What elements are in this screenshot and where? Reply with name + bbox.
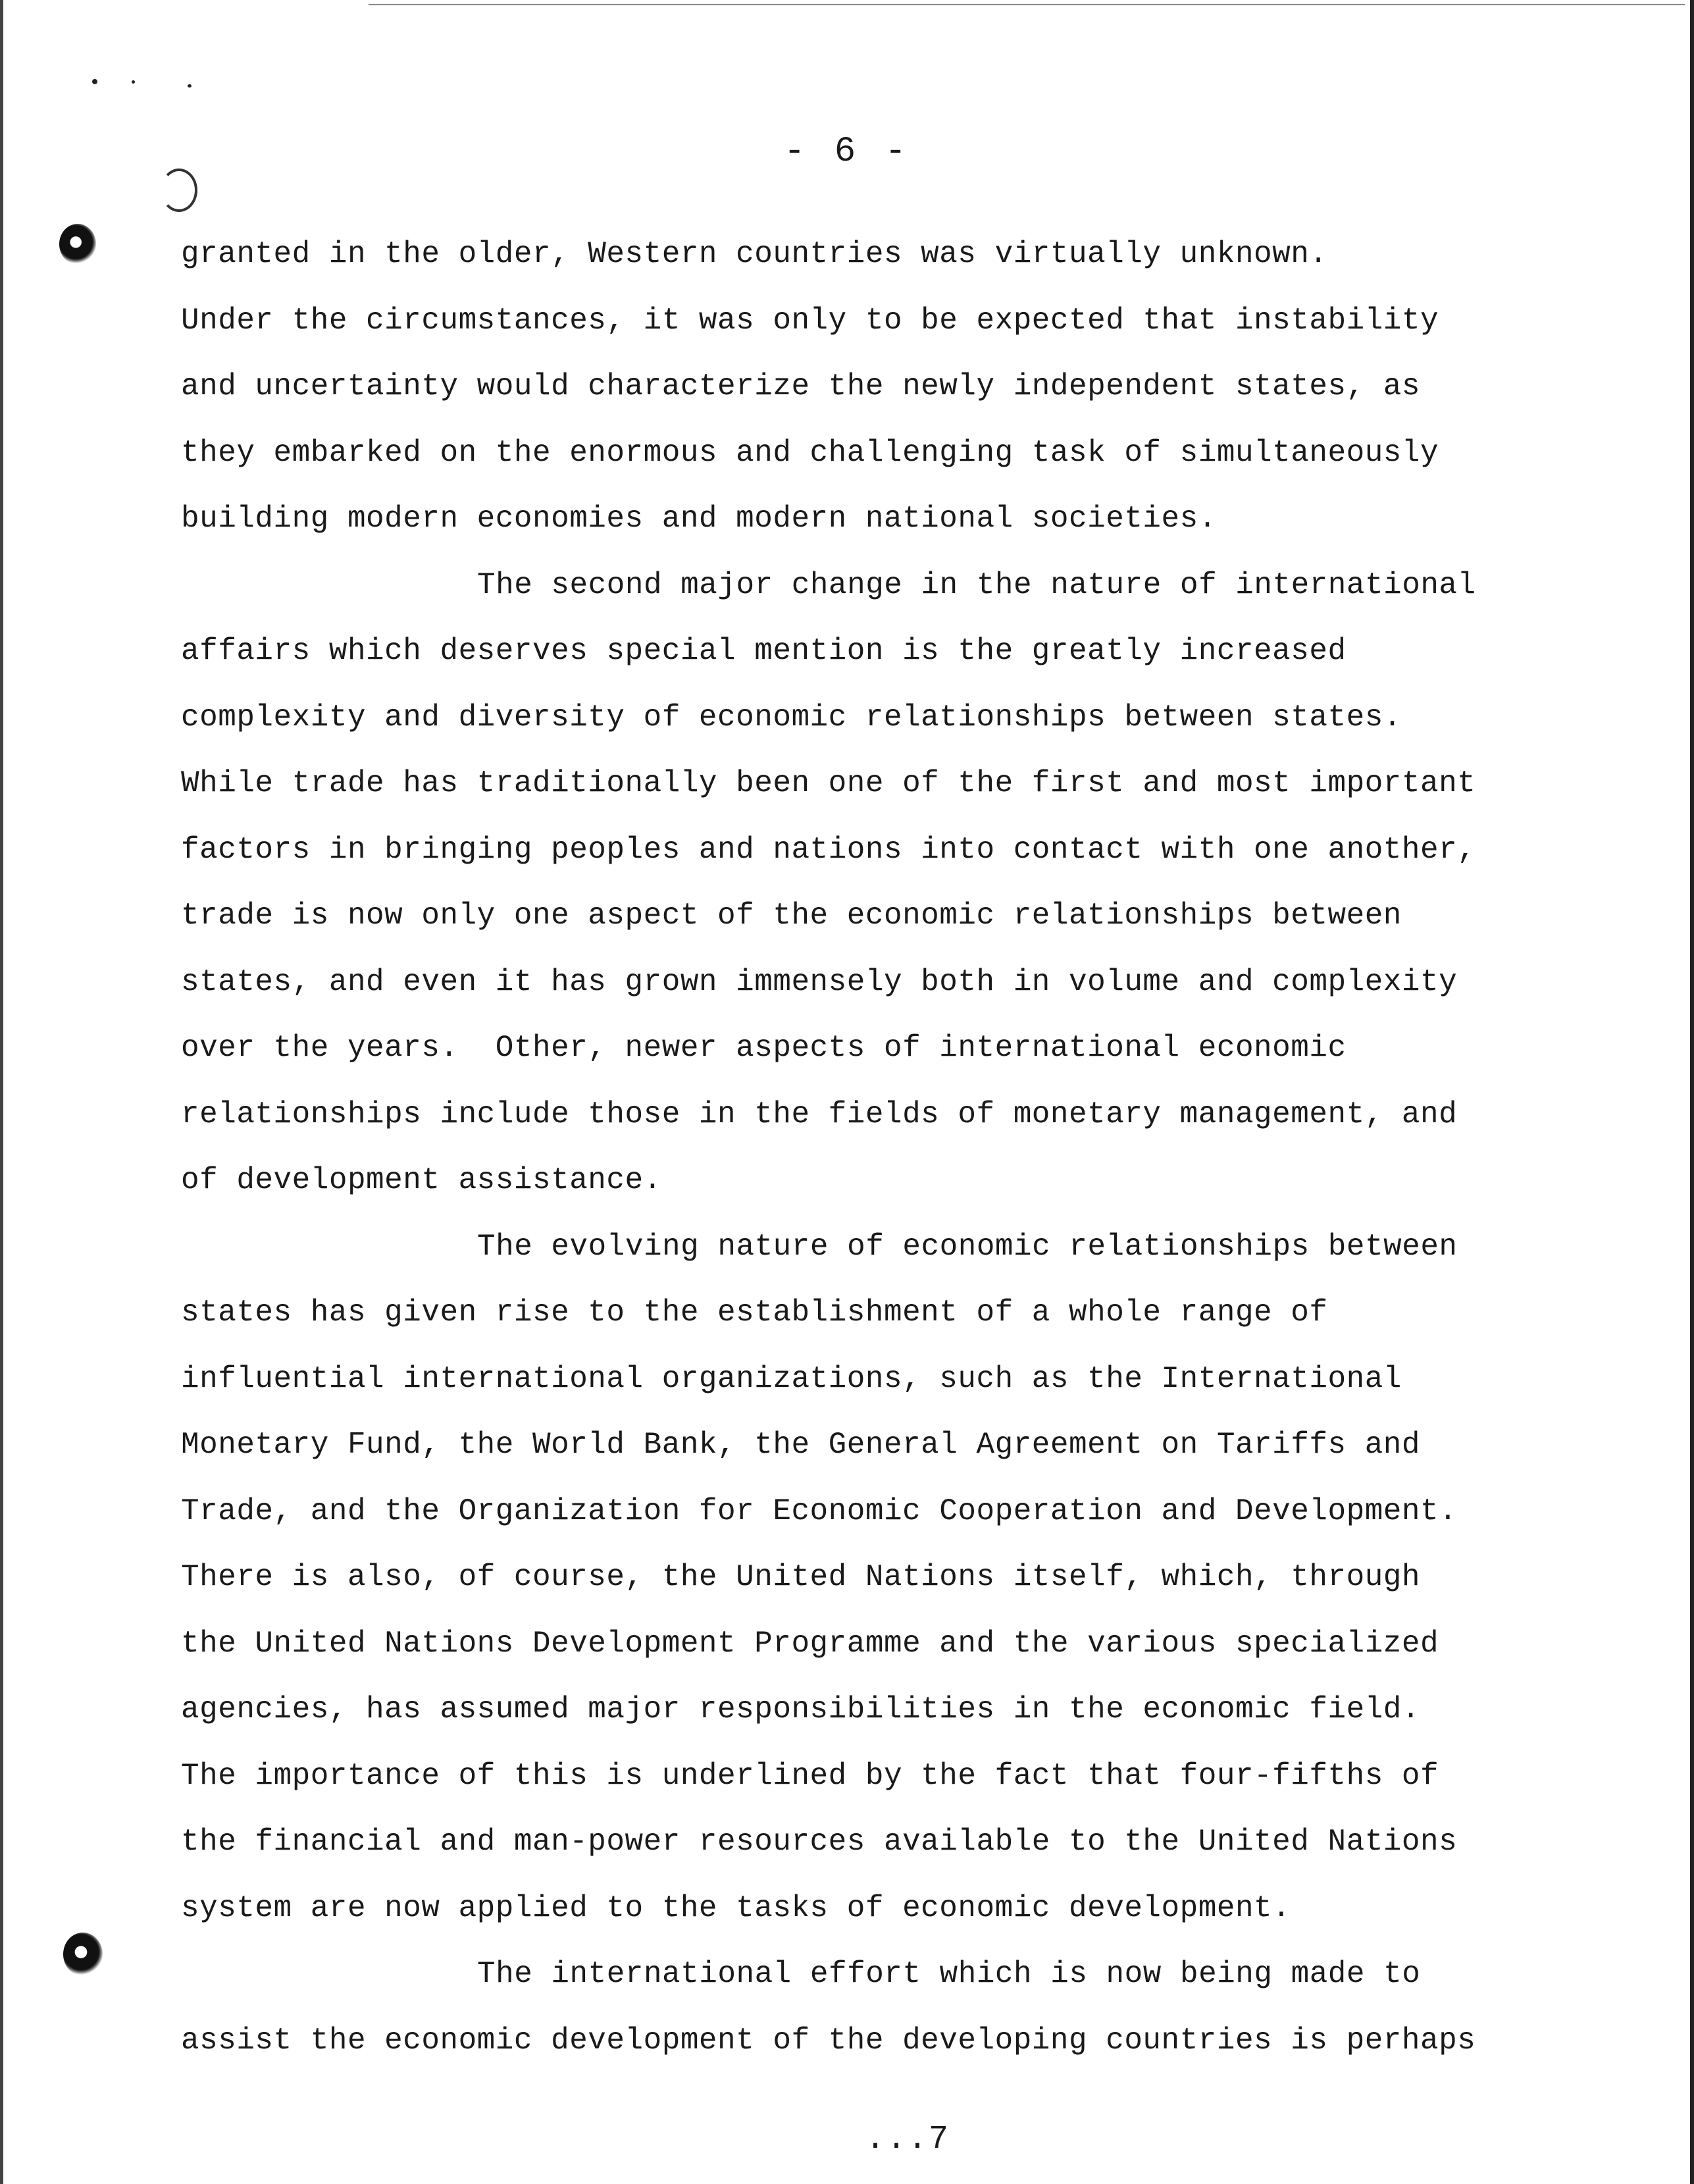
- text-line: Trade, and the Organization for Economic Cooperation and Development.: [181, 1494, 1458, 1528]
- paragraph: [181, 1941, 1596, 2073]
- text-line: The international effort which is now being made to: [477, 1957, 1421, 1991]
- right-scan-edge: [1690, 0, 1694, 2184]
- text-line: Monetary Fund, the World Bank, the General Agreement on Tariffs and: [181, 1428, 1421, 1462]
- text-line: states, and even it has grown immensely both in volume and complexity: [181, 964, 1458, 999]
- text-line: The importance of this is underlined by the fact that four-fifths of: [181, 1758, 1439, 1793]
- text-line: complexity and diversity of economic relationships between states.: [181, 700, 1402, 735]
- text-line: the United Nations Development Programme and the various specialized: [181, 1626, 1439, 1661]
- paragraph: [181, 1214, 1596, 1942]
- text-line: Under the circumstances, it was only to be expected that instability: [181, 303, 1439, 338]
- text-line: influential international organizations, such as the International: [181, 1361, 1402, 1396]
- text-line: and uncertainty would characterize the newly independent states, as: [181, 369, 1421, 403]
- text-line: system are now applied to the tasks of economic development.: [181, 1890, 1291, 1925]
- text-line: The evolving nature of economic relationships between: [477, 1229, 1458, 1264]
- left-scan-edge: [0, 0, 3, 2184]
- paragraph: [181, 552, 1596, 1214]
- paragraph: [181, 221, 1596, 552]
- page-number: - 6 -: [783, 132, 911, 172]
- binder-ring-mark: [161, 169, 197, 212]
- scan-speck: [92, 79, 97, 84]
- text-line: relationships include those in the fields of monetary management, and: [181, 1097, 1458, 1131]
- continuation-marker: ...7: [865, 2121, 950, 2158]
- text-line: of development assistance.: [181, 1163, 662, 1197]
- text-line: factors in bringing peoples and nations into contact with one another,: [181, 832, 1476, 867]
- body-text: [181, 221, 1596, 2073]
- text-line: they embarked on the enormous and challenging task of simultaneously: [181, 435, 1439, 470]
- text-line: over the years. Other, newer aspects of international economic: [181, 1031, 1347, 1065]
- text-line: trade is now only one aspect of the economic relationships between: [181, 898, 1402, 933]
- text-line: granted in the older, Western countries was virtually unknown.: [181, 237, 1328, 271]
- punch-hole-icon: [63, 1933, 103, 1976]
- text-line: There is also, of course, the United Nations itself, which, through: [181, 1560, 1421, 1594]
- text-line: assist the economic development of the developing countries is perhaps: [181, 2023, 1476, 2058]
- text-line: states has given rise to the establishment of a whole range of: [181, 1295, 1328, 1330]
- text-line: building modern economies and modern national societies.: [181, 502, 1217, 536]
- text-line: affairs which deserves special mention is the greatly increased: [181, 634, 1347, 668]
- text-line: The second major change in the nature of international: [477, 567, 1476, 602]
- top-edge-rule: [369, 4, 1685, 5]
- scan-speck: [188, 84, 192, 88]
- scan-speck: [132, 80, 135, 84]
- text-line: While trade has traditionally been one of the first and most important: [181, 766, 1476, 800]
- text-line: agencies, has assumed major responsibilities in the economic field.: [181, 1692, 1421, 1727]
- text-line: the financial and man-power resources available to the United Nations: [181, 1825, 1458, 1859]
- punch-hole-icon: [59, 224, 96, 265]
